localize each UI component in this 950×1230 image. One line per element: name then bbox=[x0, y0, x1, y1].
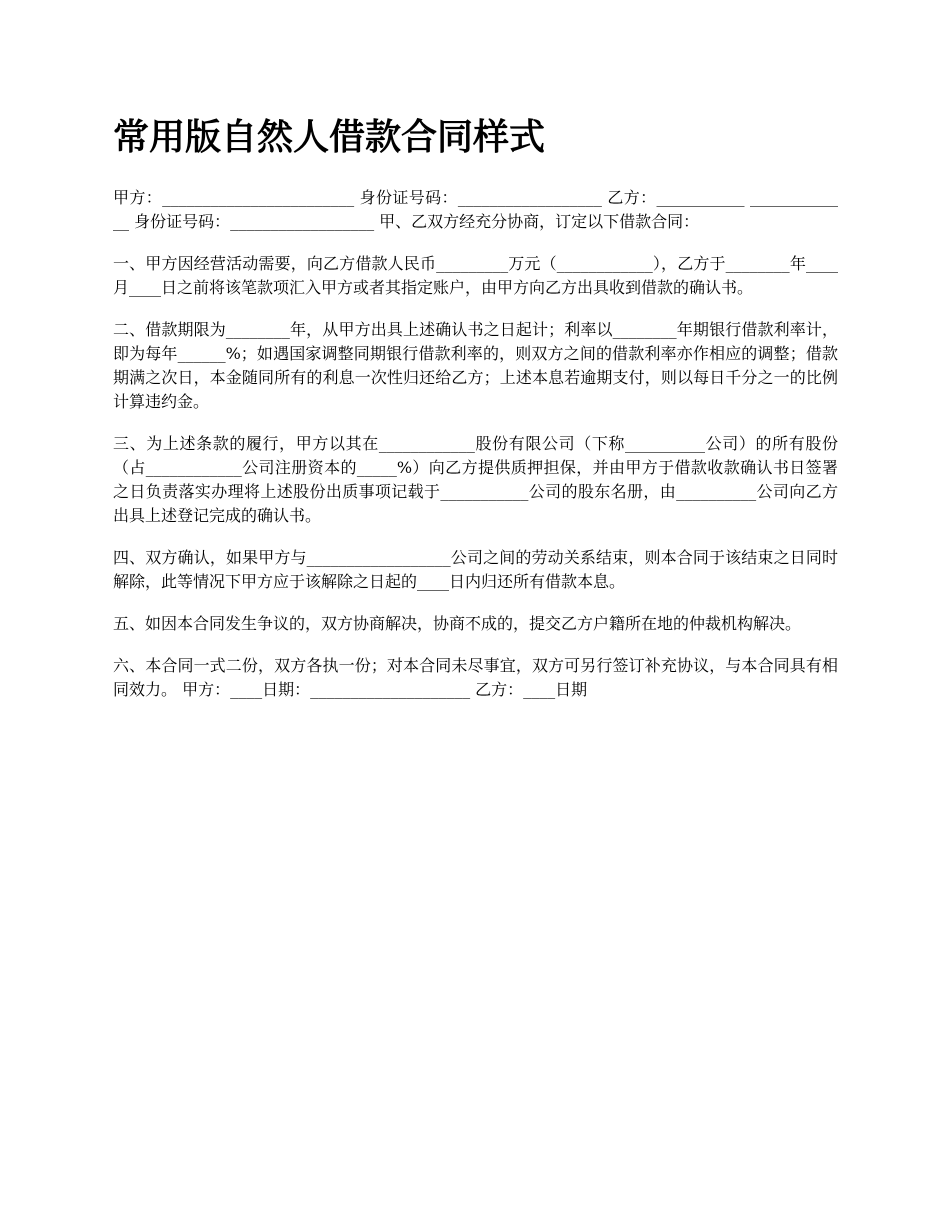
clause-5: 五、如因本合同发生争议的，双方协商解决，协商不成的，提交乙方户籍所在地的仲裁机构解决。 bbox=[113, 614, 802, 633]
intro-paragraph: 甲方：________________________ 身份证号码：__________________ 乙方：___________ _____________ 身份证号码：__________________ 甲、乙双方经充分协商，订定以下借款合同： bbox=[113, 188, 838, 231]
clause-2: 二、借款期限为________年，从甲方出具上述确认书之日起计；利率以________年期银行借款利率计，即为每年______%；如遇国家调整同期银行借款利率的，则双方之间的借款利率亦作相应的调整；借款期满之次日，本金随同所有的利息一次性归还给乙方；上述本息若逾期支付，则以每日千分之一的比例计算违约金。 bbox=[113, 320, 838, 411]
clause-1: 一、甲方因经营活动需要，向乙方借款人民币_________万元（____________），乙方于________年____月____日之前将该笔款项汇入甲方或者其指定账户，由甲方向乙方出具收到借款的确认书。 bbox=[113, 254, 838, 297]
clause-3: 三、为上述条款的履行，甲方以其在____________股份有限公司（下称__________公司）的所有股份（占____________公司注册资本的_____%）向乙方提供质押担保，并由甲方于借款收款确认书日签署之日负责落实办理将上述股份出质事项记载于___________公司的股东名册，由__________公司向乙方出具上述登记完成的确认书。 bbox=[113, 434, 838, 525]
document-title: 常用版自然人借款合同样式 bbox=[113, 116, 546, 158]
clause-6-signature: 六、本合同一式二份，双方各执一份；对本合同未尽事宜，双方可另行签订补充协议，与本合同具有相同效力。 甲方：____日期：____________________ 乙方：____日期 bbox=[113, 656, 838, 699]
clause-4: 四、双方确认，如果甲方与__________________公司之间的劳动关系结束，则本合同于该结束之日同时解除，此等情况下甲方应于该解除之日起的____日内归还所有借款本息。 bbox=[113, 548, 838, 591]
document-page bbox=[113, 112, 838, 720]
